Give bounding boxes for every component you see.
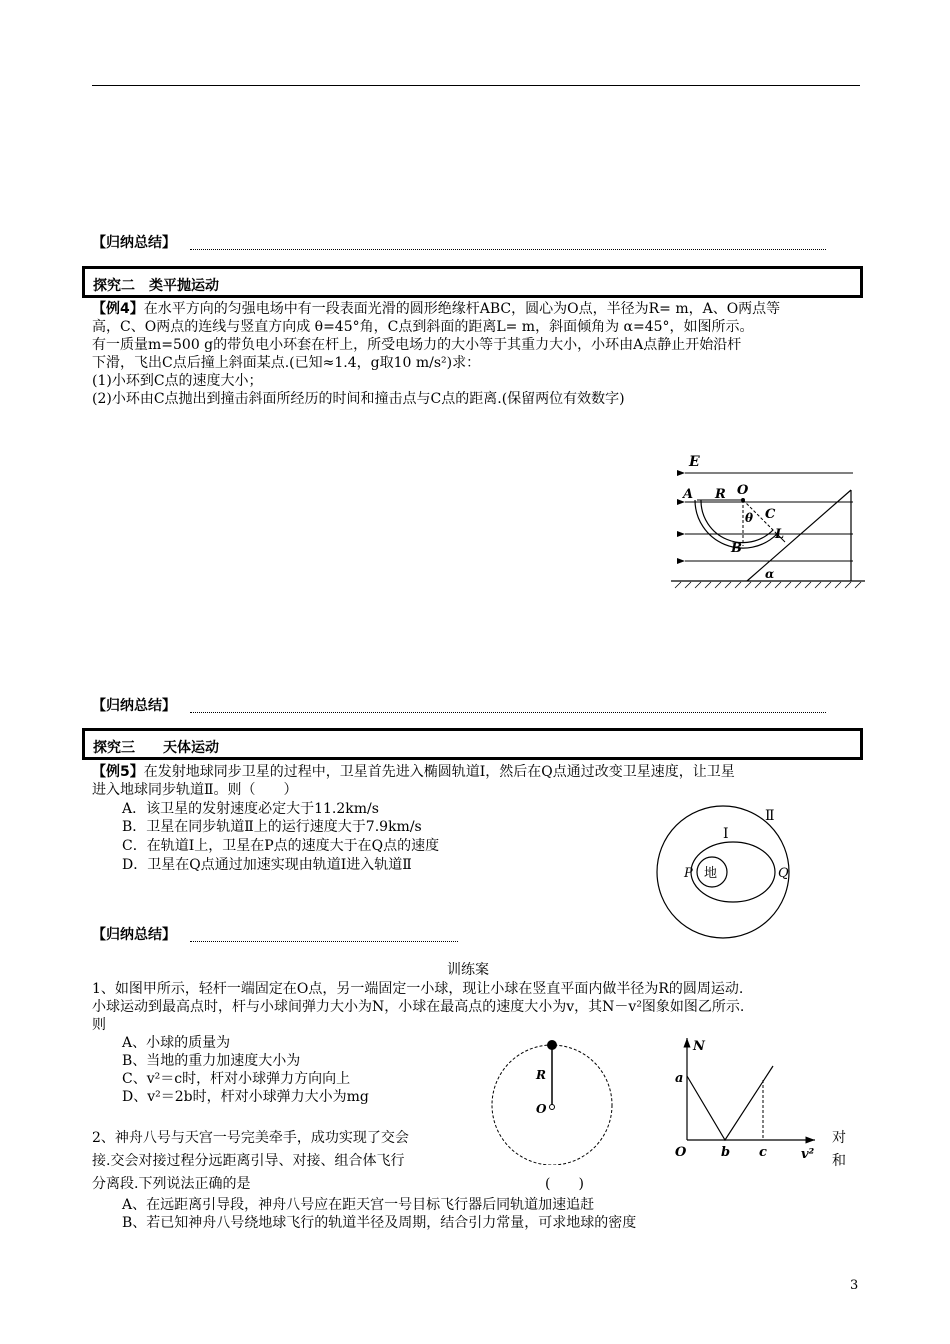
training-q2-option-a: A、在远距离引导段，神舟八号应在距天宫一号目标飞行器后同轨道加速追赶 xyxy=(122,1197,595,1213)
label-a: a xyxy=(675,1071,684,1086)
training-q1-line2: 小球运动到最高点时，杆与小球间弹力大小为N，小球在最高点的速度大小为v，其N－v²图象如图乙所示. xyxy=(92,999,745,1015)
label-o: O xyxy=(536,1102,547,1116)
section-title-2: 探究二 类平抛运动 xyxy=(93,278,219,294)
label-c: c xyxy=(759,1145,767,1160)
example4-line1 xyxy=(92,300,780,318)
example5-option-d: D．卫星在Q点通过加速实现由轨道Ⅰ进入轨道Ⅱ xyxy=(122,857,412,873)
label-alpha: α xyxy=(765,567,775,581)
example5-option-b: B．卫星在同步轨道Ⅱ上的运行速度大于7.9km/s xyxy=(122,819,422,835)
center-point-o xyxy=(741,498,745,502)
label-c: C xyxy=(765,507,776,522)
label-orbit-ii: Ⅱ xyxy=(765,808,775,824)
training-q1-option-a: A、小球的质量为 xyxy=(122,1035,231,1051)
label-v2: v² xyxy=(801,1147,815,1162)
training-q1-line3: 则 xyxy=(92,1017,106,1033)
summary-label-2: 【归纳总结】 xyxy=(92,698,176,714)
summary-label-3: 【归纳总结】 xyxy=(92,927,176,943)
example5-tag: 【例5】 xyxy=(92,764,144,780)
example4-tag: 【例4】 xyxy=(92,301,144,317)
example4-line4: 下滑，飞出C点后撞上斜面某点.(已知≈1.4，g取10 m/s²)求： xyxy=(92,355,481,371)
example4-line3: 有一质量m=500 g的带负电小环套在杆上，所受电场力的大小等于其重力大小，小环由A点静止开始沿杆 xyxy=(92,337,742,353)
label-e: E xyxy=(689,454,700,470)
label-q: Q xyxy=(778,866,789,881)
label-o: O xyxy=(737,483,749,498)
example4-question2: (2)小环由C点抛出到撞击斜面所经历的时间和撞击点与C点的距离.(保留两位有效数字) xyxy=(92,391,625,407)
summary-blank-3[interactable] xyxy=(190,941,458,942)
example5-line1 xyxy=(92,763,735,781)
example4-figure xyxy=(665,450,870,590)
example5-text1: 在发射地球同步卫星的过程中，卫星首先进入椭圆轨道Ⅰ，然后在Q点通过改变卫星速度，让卫星 xyxy=(143,764,735,780)
ball-point xyxy=(547,1040,557,1050)
label-n: N xyxy=(693,1039,705,1054)
label-r: R xyxy=(715,487,726,502)
training-q2-line1: 2、神舟八号与天宫一号完美牵手，成功实现了交会 xyxy=(92,1130,409,1146)
example5-option-c: C．在轨道Ⅰ上，卫星在P点的速度大于在Q点的速度 xyxy=(122,838,440,854)
slope-line xyxy=(747,490,851,581)
n-v2-graph xyxy=(665,1030,835,1170)
pivot-point xyxy=(550,1105,555,1110)
training-q1-option-b: B、当地的重力加速度大小为 xyxy=(122,1053,301,1069)
label-orbit-i: Ⅰ xyxy=(723,826,729,842)
example5-line2: 进入地球同步轨道Ⅱ。则（ ） xyxy=(92,782,298,798)
training-title: 训练案 xyxy=(447,962,489,978)
training-q1-option-c: C、v²＝c时，杆对小球弹力方向向上 xyxy=(122,1071,351,1087)
label-p: P xyxy=(684,866,693,881)
summary-blank-2[interactable] xyxy=(190,712,826,713)
section-title-3: 探究三 天体运动 xyxy=(93,740,219,756)
training-q2-option-b: B、若已知神舟八号绕地球飞行的轨道半径及周期，结合引力常量，可求地球的密度 xyxy=(122,1215,637,1231)
example4-question1: (1)小环到C点的速度大小； xyxy=(92,373,263,389)
training-q1-line1: 1、如图甲所示，轻杆一端固定在O点，另一端固定一小球，现让小球在竖直平面内做半径为R的圆周运动. xyxy=(92,981,744,997)
label-b: B xyxy=(731,541,742,556)
label-a: A xyxy=(683,487,694,502)
summary-label-1: 【归纳总结】 xyxy=(92,235,176,251)
header-rule xyxy=(92,85,860,86)
section-box-2 xyxy=(82,266,863,298)
section-box-3 xyxy=(82,728,863,760)
graph-line xyxy=(687,1066,773,1140)
example4-text1: 在水平方向的匀强电场中有一段表面光滑的圆形绝缘杆ABC，圆心为O点，半径为R= m，A、O两点等 xyxy=(143,301,781,317)
label-r: R xyxy=(536,1068,546,1082)
training-q2-line2-end: 和 xyxy=(832,1153,846,1169)
training-q1-option-d: D、v²＝2b时，杆对小球弹力大小为mg xyxy=(122,1089,369,1105)
label-theta: θ xyxy=(745,511,754,525)
training-q2-line3: 分离段.下列说法正确的是 xyxy=(92,1176,251,1192)
rod-circle-figure xyxy=(480,1025,620,1165)
training-q2-answer-paren: ( ) xyxy=(545,1176,584,1192)
label-o: O xyxy=(675,1145,687,1160)
summary-blank-1[interactable] xyxy=(190,249,826,250)
label-l: L xyxy=(775,527,785,542)
label-b: b xyxy=(721,1145,731,1160)
page-number: 3 xyxy=(850,1278,859,1293)
ground-hatch xyxy=(675,582,861,588)
orbit-figure xyxy=(645,800,805,940)
training-q2-line1-end: 对 xyxy=(832,1130,846,1146)
label-earth: 地 xyxy=(704,866,718,881)
example5-option-a: A．该卫星的发射速度必定大于11.2km/s xyxy=(122,801,379,817)
training-q2-line2: 接.交会对接过程分远距离引导、对接、组合体飞行 xyxy=(92,1153,405,1169)
example4-line2: 高，C、O两点的连线与竖直方向成 θ=45°角，C点到斜面的距离L= m，斜面倾角为 α=45°，如图所示。 xyxy=(92,319,754,335)
